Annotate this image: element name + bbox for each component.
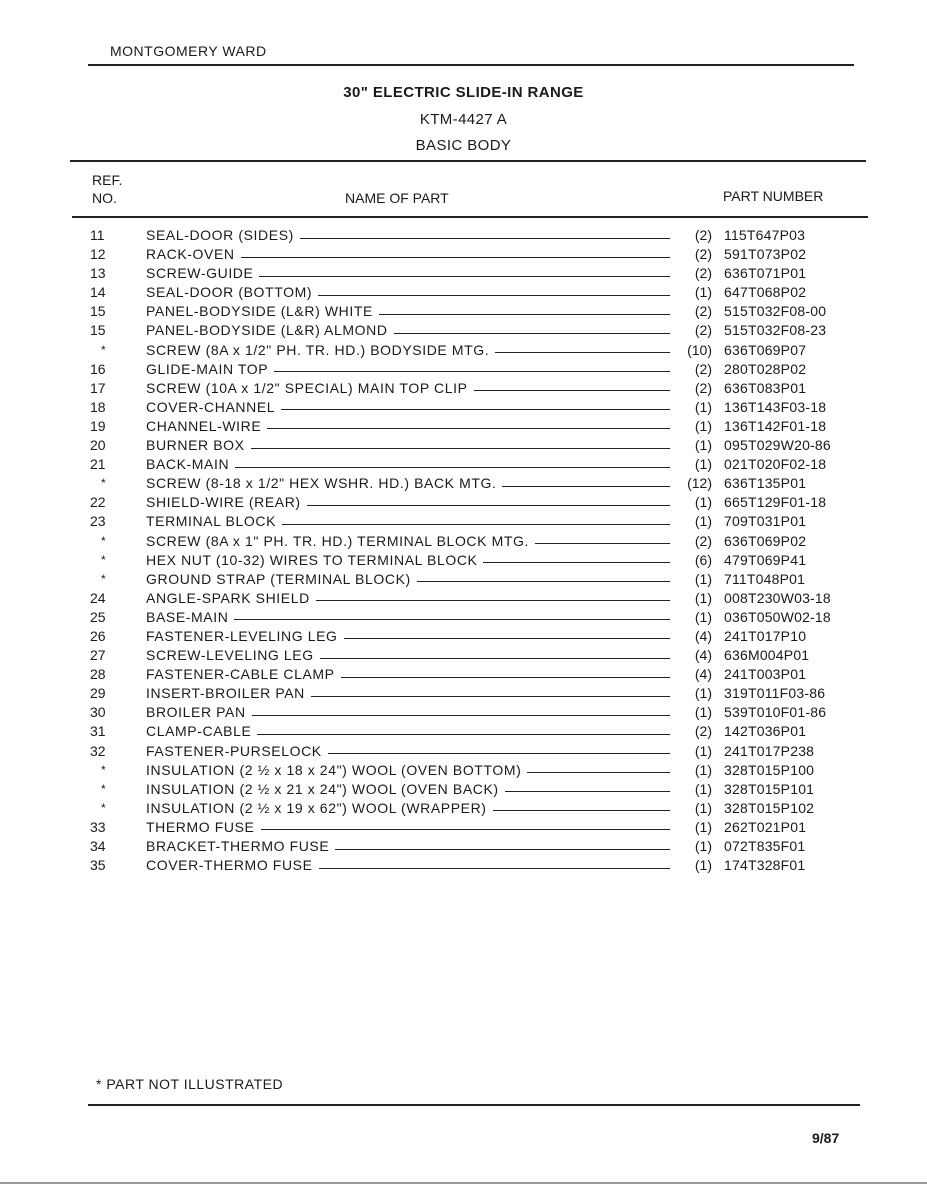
leader-line: [267, 427, 670, 429]
part-number: 636T135P01: [724, 475, 807, 492]
leader-line: [474, 389, 670, 391]
part-name: INSULATION (2 ½ x 19 x 62") WOOL (WRAPPER): [146, 799, 487, 816]
part-ref: 29: [90, 685, 106, 702]
ref-column-header-line1: REF.: [92, 172, 123, 188]
part-quantity: (10): [687, 341, 712, 358]
part-row: [0, 570, 927, 589]
part-ref: 34: [90, 838, 106, 854]
part-number: 636T071P01: [724, 265, 807, 282]
part-name-cell: [146, 551, 670, 570]
part-name: BACK-MAIN: [146, 456, 230, 473]
part-name-cell: [146, 856, 670, 875]
leader-line: [241, 256, 670, 258]
part-ref: 18: [90, 398, 106, 415]
part-row: [0, 589, 927, 608]
part-quantity: (2): [694, 360, 712, 377]
part-quantity: (2): [694, 265, 712, 282]
part-ref: 27: [90, 647, 106, 664]
part-ref: *: [101, 571, 106, 586]
part-name-cell: [146, 417, 670, 436]
part-ref: 25: [90, 608, 106, 625]
part-row: [0, 608, 927, 627]
part-number: 665T129F01-18: [724, 494, 827, 511]
part-name: CLAMP-CABLE: [146, 723, 252, 740]
part-quantity: (1): [694, 417, 712, 434]
part-number: 136T142F01-18: [724, 417, 827, 434]
part-number-column-header: PART NUMBER: [723, 188, 824, 204]
part-row: [0, 780, 927, 799]
part-quantity: (2): [694, 227, 712, 243]
part-name: FASTENER-CABLE CLAMP: [146, 666, 335, 683]
part-ref: 19: [90, 417, 106, 434]
part-ref: 21: [90, 456, 106, 473]
part-row: [0, 627, 927, 646]
part-ref: 22: [90, 494, 106, 511]
part-row: [0, 493, 927, 512]
part-number: 241T003P01: [724, 666, 807, 683]
part-name-cell: [146, 474, 670, 493]
part-name: SCREW-LEVELING LEG: [146, 647, 314, 664]
part-number: 328T015P102: [724, 799, 815, 816]
part-name-cell: [146, 722, 670, 741]
leader-line: [493, 809, 670, 811]
part-name: BASE-MAIN: [146, 608, 229, 625]
part-number: 711T048P01: [724, 570, 806, 587]
part-number: 479T069P41: [724, 551, 807, 568]
part-row: [0, 360, 927, 379]
part-name-cell: [146, 436, 670, 455]
leader-line: [252, 714, 670, 716]
part-row: [0, 283, 927, 302]
column-header-divider: [72, 216, 868, 218]
part-ref: 24: [90, 589, 106, 606]
part-row: [0, 379, 927, 398]
leader-line: [483, 561, 670, 563]
part-name-cell: [146, 321, 670, 340]
leader-line: [505, 790, 670, 792]
part-quantity: (6): [694, 551, 712, 568]
part-number: 174T328F01: [724, 857, 806, 874]
part-name-cell: [146, 245, 670, 264]
part-name: SEAL-DOOR (SIDES): [146, 227, 294, 243]
part-quantity: (4): [694, 666, 712, 683]
part-number: 262T021P01: [724, 818, 807, 835]
part-ref: *: [101, 533, 106, 548]
part-ref: 11: [90, 227, 105, 243]
leader-line: [535, 542, 670, 544]
part-quantity: (1): [694, 398, 712, 415]
part-ref: 17: [90, 379, 106, 396]
part-name: GROUND STRAP (TERMINAL BLOCK): [146, 570, 411, 587]
leader-line: [259, 275, 670, 277]
leader-line: [318, 294, 670, 296]
part-ref: 32: [90, 742, 106, 759]
part-number: 072T835F01: [724, 838, 806, 854]
part-ref: 20: [90, 437, 106, 454]
part-ref: 15: [90, 303, 106, 320]
part-number: 036T050W02-18: [724, 608, 831, 625]
part-quantity: (2): [694, 379, 712, 396]
part-name: SCREW (10A x 1/2" SPECIAL) MAIN TOP CLIP: [146, 379, 468, 396]
part-name-cell: [146, 532, 670, 551]
part-quantity: (1): [694, 570, 712, 587]
part-row: [0, 226, 927, 245]
part-number: 636T069P02: [724, 532, 807, 549]
bottom-divider: [88, 1104, 860, 1106]
part-row: [0, 474, 927, 493]
part-number: 328T015P100: [724, 761, 815, 778]
part-ref: *: [101, 781, 106, 796]
part-quantity: (1): [694, 780, 712, 797]
part-row: [0, 455, 927, 474]
part-name-cell: [146, 589, 670, 608]
part-row: [0, 818, 927, 837]
part-name-cell: [146, 799, 670, 818]
part-ref: *: [101, 552, 106, 567]
part-ref: 31: [90, 723, 106, 740]
part-name-cell: [146, 627, 670, 646]
leader-line: [502, 485, 670, 487]
leader-line: [261, 828, 671, 830]
header-divider: [70, 160, 866, 162]
part-number: 280T028P02: [724, 360, 807, 377]
part-quantity: (2): [694, 246, 712, 263]
part-row: [0, 761, 927, 780]
part-name: GLIDE-MAIN TOP: [146, 360, 269, 377]
part-ref: 14: [90, 284, 106, 301]
part-ref: *: [101, 800, 106, 815]
top-divider: [88, 64, 854, 66]
part-quantity: (2): [694, 303, 712, 320]
part-number: 008T230W03-18: [724, 589, 831, 606]
part-quantity: (12): [687, 475, 712, 492]
leader-line: [316, 599, 670, 601]
part-name: HEX NUT (10-32) WIRES TO TERMINAL BLOCK: [146, 551, 478, 568]
part-name-cell: [146, 837, 670, 856]
leader-line: [235, 466, 670, 468]
part-ref: 15: [90, 322, 106, 339]
page-number: 9/87: [812, 1130, 840, 1146]
part-name: BROILER PAN: [146, 704, 246, 721]
part-quantity: (1): [694, 685, 712, 702]
leader-line: [300, 237, 670, 239]
leader-line: [527, 771, 670, 773]
part-number: 515T032F08-00: [724, 303, 827, 320]
name-column-header: NAME OF PART: [345, 190, 449, 206]
part-name-cell: [146, 512, 670, 531]
part-ref: 12: [90, 246, 106, 263]
part-ref: 30: [90, 704, 106, 721]
leader-line: [320, 657, 670, 659]
part-quantity: (2): [694, 532, 712, 549]
footnote: * PART NOT ILLUSTRATED: [96, 1076, 284, 1092]
part-name: BURNER BOX: [146, 437, 245, 454]
part-quantity: (1): [694, 437, 712, 454]
part-name-cell: [146, 646, 670, 665]
part-number: 021T020F02-18: [724, 456, 827, 473]
part-row: [0, 302, 927, 321]
leader-line: [394, 332, 670, 334]
part-quantity: (4): [694, 647, 712, 664]
leader-line: [335, 848, 670, 850]
part-name: SEAL-DOOR (BOTTOM): [146, 284, 313, 301]
part-number: 319T011F03-86: [724, 685, 826, 702]
part-name-cell: [146, 570, 670, 589]
part-quantity: (1): [694, 494, 712, 511]
leader-line: [379, 313, 670, 315]
part-quantity: (1): [694, 742, 712, 759]
leader-line: [251, 447, 670, 449]
part-row: [0, 436, 927, 455]
part-ref: 23: [90, 513, 106, 530]
part-quantity: (2): [694, 322, 712, 339]
scan-edge-line: [0, 1182, 927, 1184]
part-quantity: (1): [694, 704, 712, 721]
part-row: [0, 799, 927, 818]
part-row: [0, 551, 927, 570]
part-row: [0, 837, 927, 856]
part-number: 241T017P238: [724, 742, 815, 759]
part-ref: *: [101, 342, 106, 357]
part-name: RACK-OVEN: [146, 246, 235, 263]
part-ref: 13: [90, 265, 106, 282]
leader-line: [495, 351, 670, 353]
part-name-cell: [146, 360, 670, 379]
part-row: [0, 417, 927, 436]
part-row: [0, 245, 927, 264]
part-name-cell: [146, 398, 670, 417]
part-name-cell: [146, 283, 670, 302]
part-name: SCREW-GUIDE: [146, 265, 254, 282]
part-row: [0, 665, 927, 684]
part-name-cell: [146, 665, 670, 684]
part-name: PANEL-BODYSIDE (L&R) WHITE: [146, 303, 373, 320]
leader-line: [274, 370, 670, 372]
part-quantity: (1): [694, 513, 712, 530]
leader-line: [341, 676, 670, 678]
part-name: COVER-CHANNEL: [146, 398, 276, 415]
part-number: 636M004P01: [724, 647, 810, 664]
brand-header: MONTGOMERY WARD: [110, 43, 267, 59]
part-name-cell: [146, 264, 670, 283]
part-row: [0, 646, 927, 665]
part-quantity: (1): [694, 761, 712, 778]
part-quantity: (4): [694, 627, 712, 644]
leader-line: [328, 752, 670, 754]
ref-column-header-line2: NO.: [92, 190, 117, 206]
leader-line: [234, 618, 670, 620]
part-name-cell: [146, 780, 670, 799]
part-row: [0, 512, 927, 531]
part-name: COVER-THERMO FUSE: [146, 857, 313, 874]
section-title: BASIC BODY: [415, 137, 512, 154]
part-quantity: (1): [694, 818, 712, 835]
part-ref: *: [101, 476, 106, 491]
part-row: [0, 321, 927, 340]
part-quantity: (1): [694, 857, 712, 874]
leader-line: [282, 523, 670, 525]
part-quantity: (1): [694, 589, 712, 606]
part-name: SHIELD-WIRE (REAR): [146, 494, 301, 511]
part-name-cell: [146, 742, 670, 761]
part-name: INSULATION (2 ½ x 21 x 24") WOOL (OVEN BACK): [146, 780, 499, 797]
part-name-cell: [146, 818, 670, 837]
part-number: 636T083P01: [724, 379, 807, 396]
part-name-cell: [146, 379, 670, 398]
part-name: PANEL-BODYSIDE (L&R) ALMOND: [146, 322, 388, 339]
part-name: FASTENER-PURSELOCK: [146, 742, 322, 759]
part-ref: 33: [90, 818, 106, 835]
leader-line: [417, 580, 670, 582]
part-ref: 16: [90, 360, 106, 377]
part-number: 515T032F08-23: [724, 322, 827, 339]
leader-line: [311, 695, 670, 697]
part-name-cell: [146, 493, 670, 512]
part-name: SCREW (8A x 1/2" PH. TR. HD.) BODYSIDE MTG.: [146, 341, 490, 358]
part-row: [0, 341, 927, 360]
part-name-cell: [146, 761, 670, 780]
part-number: 241T017P10: [724, 627, 807, 644]
part-name-cell: [146, 684, 670, 703]
part-number: 591T073P02: [724, 246, 807, 263]
part-name: SCREW (8A x 1" PH. TR. HD.) TERMINAL BLOCK MTG.: [146, 532, 529, 549]
part-row: [0, 742, 927, 761]
part-quantity: (1): [694, 284, 712, 301]
part-row: [0, 398, 927, 417]
part-name: TERMINAL BLOCK: [146, 513, 277, 530]
part-name-cell: [146, 341, 670, 360]
part-quantity: (1): [694, 799, 712, 816]
leader-line: [344, 637, 670, 639]
part-row: [0, 722, 927, 741]
part-number: 539T010F01-86: [724, 704, 827, 721]
part-ref: 26: [90, 627, 106, 644]
part-name-cell: [146, 608, 670, 627]
part-ref: 28: [90, 666, 106, 683]
part-name-cell: [146, 455, 670, 474]
part-name: FASTENER-LEVELING LEG: [146, 627, 338, 644]
part-row: [0, 684, 927, 703]
part-number: 636T069P07: [724, 341, 807, 358]
part-name: INSERT-BROILER PAN: [146, 685, 305, 702]
part-number: 136T143F03-18: [724, 398, 827, 415]
part-number: 709T031P01: [724, 513, 807, 530]
part-number: 095T029W20-86: [724, 437, 831, 454]
part-row: [0, 532, 927, 551]
part-row: [0, 264, 927, 283]
part-row: [0, 856, 927, 875]
leader-line: [319, 867, 670, 869]
leader-line: [307, 504, 670, 506]
leader-line: [281, 408, 670, 410]
part-quantity: (2): [694, 723, 712, 740]
parts-list: [0, 226, 927, 875]
part-name: ANGLE-SPARK SHIELD: [146, 589, 310, 606]
part-name-cell: [146, 226, 670, 245]
part-quantity: (1): [694, 838, 712, 854]
part-ref: 35: [90, 857, 106, 874]
part-name: CHANNEL-WIRE: [146, 417, 262, 434]
part-name-cell: [146, 302, 670, 321]
part-number: 647T068P02: [724, 284, 807, 301]
part-number: 328T015P101: [724, 780, 815, 797]
part-ref: *: [101, 762, 106, 777]
leader-line: [257, 733, 670, 735]
part-number: 115T647P03: [724, 227, 806, 243]
part-row: [0, 703, 927, 722]
part-quantity: (1): [694, 608, 712, 625]
part-name: INSULATION (2 ½ x 18 x 24") WOOL (OVEN BOTTOM): [146, 761, 522, 778]
model-number: KTM-4427 A: [419, 111, 508, 128]
part-name-cell: [146, 703, 670, 722]
part-quantity: (1): [694, 456, 712, 473]
part-name: THERMO FUSE: [146, 818, 255, 835]
part-name: BRACKET-THERMO FUSE: [146, 838, 330, 854]
page-title: 30" ELECTRIC SLIDE-IN RANGE: [343, 84, 584, 101]
part-number: 142T036P01: [724, 723, 807, 740]
part-name: SCREW (8-18 x 1/2" HEX WSHR. HD.) BACK MTG.: [146, 475, 497, 492]
